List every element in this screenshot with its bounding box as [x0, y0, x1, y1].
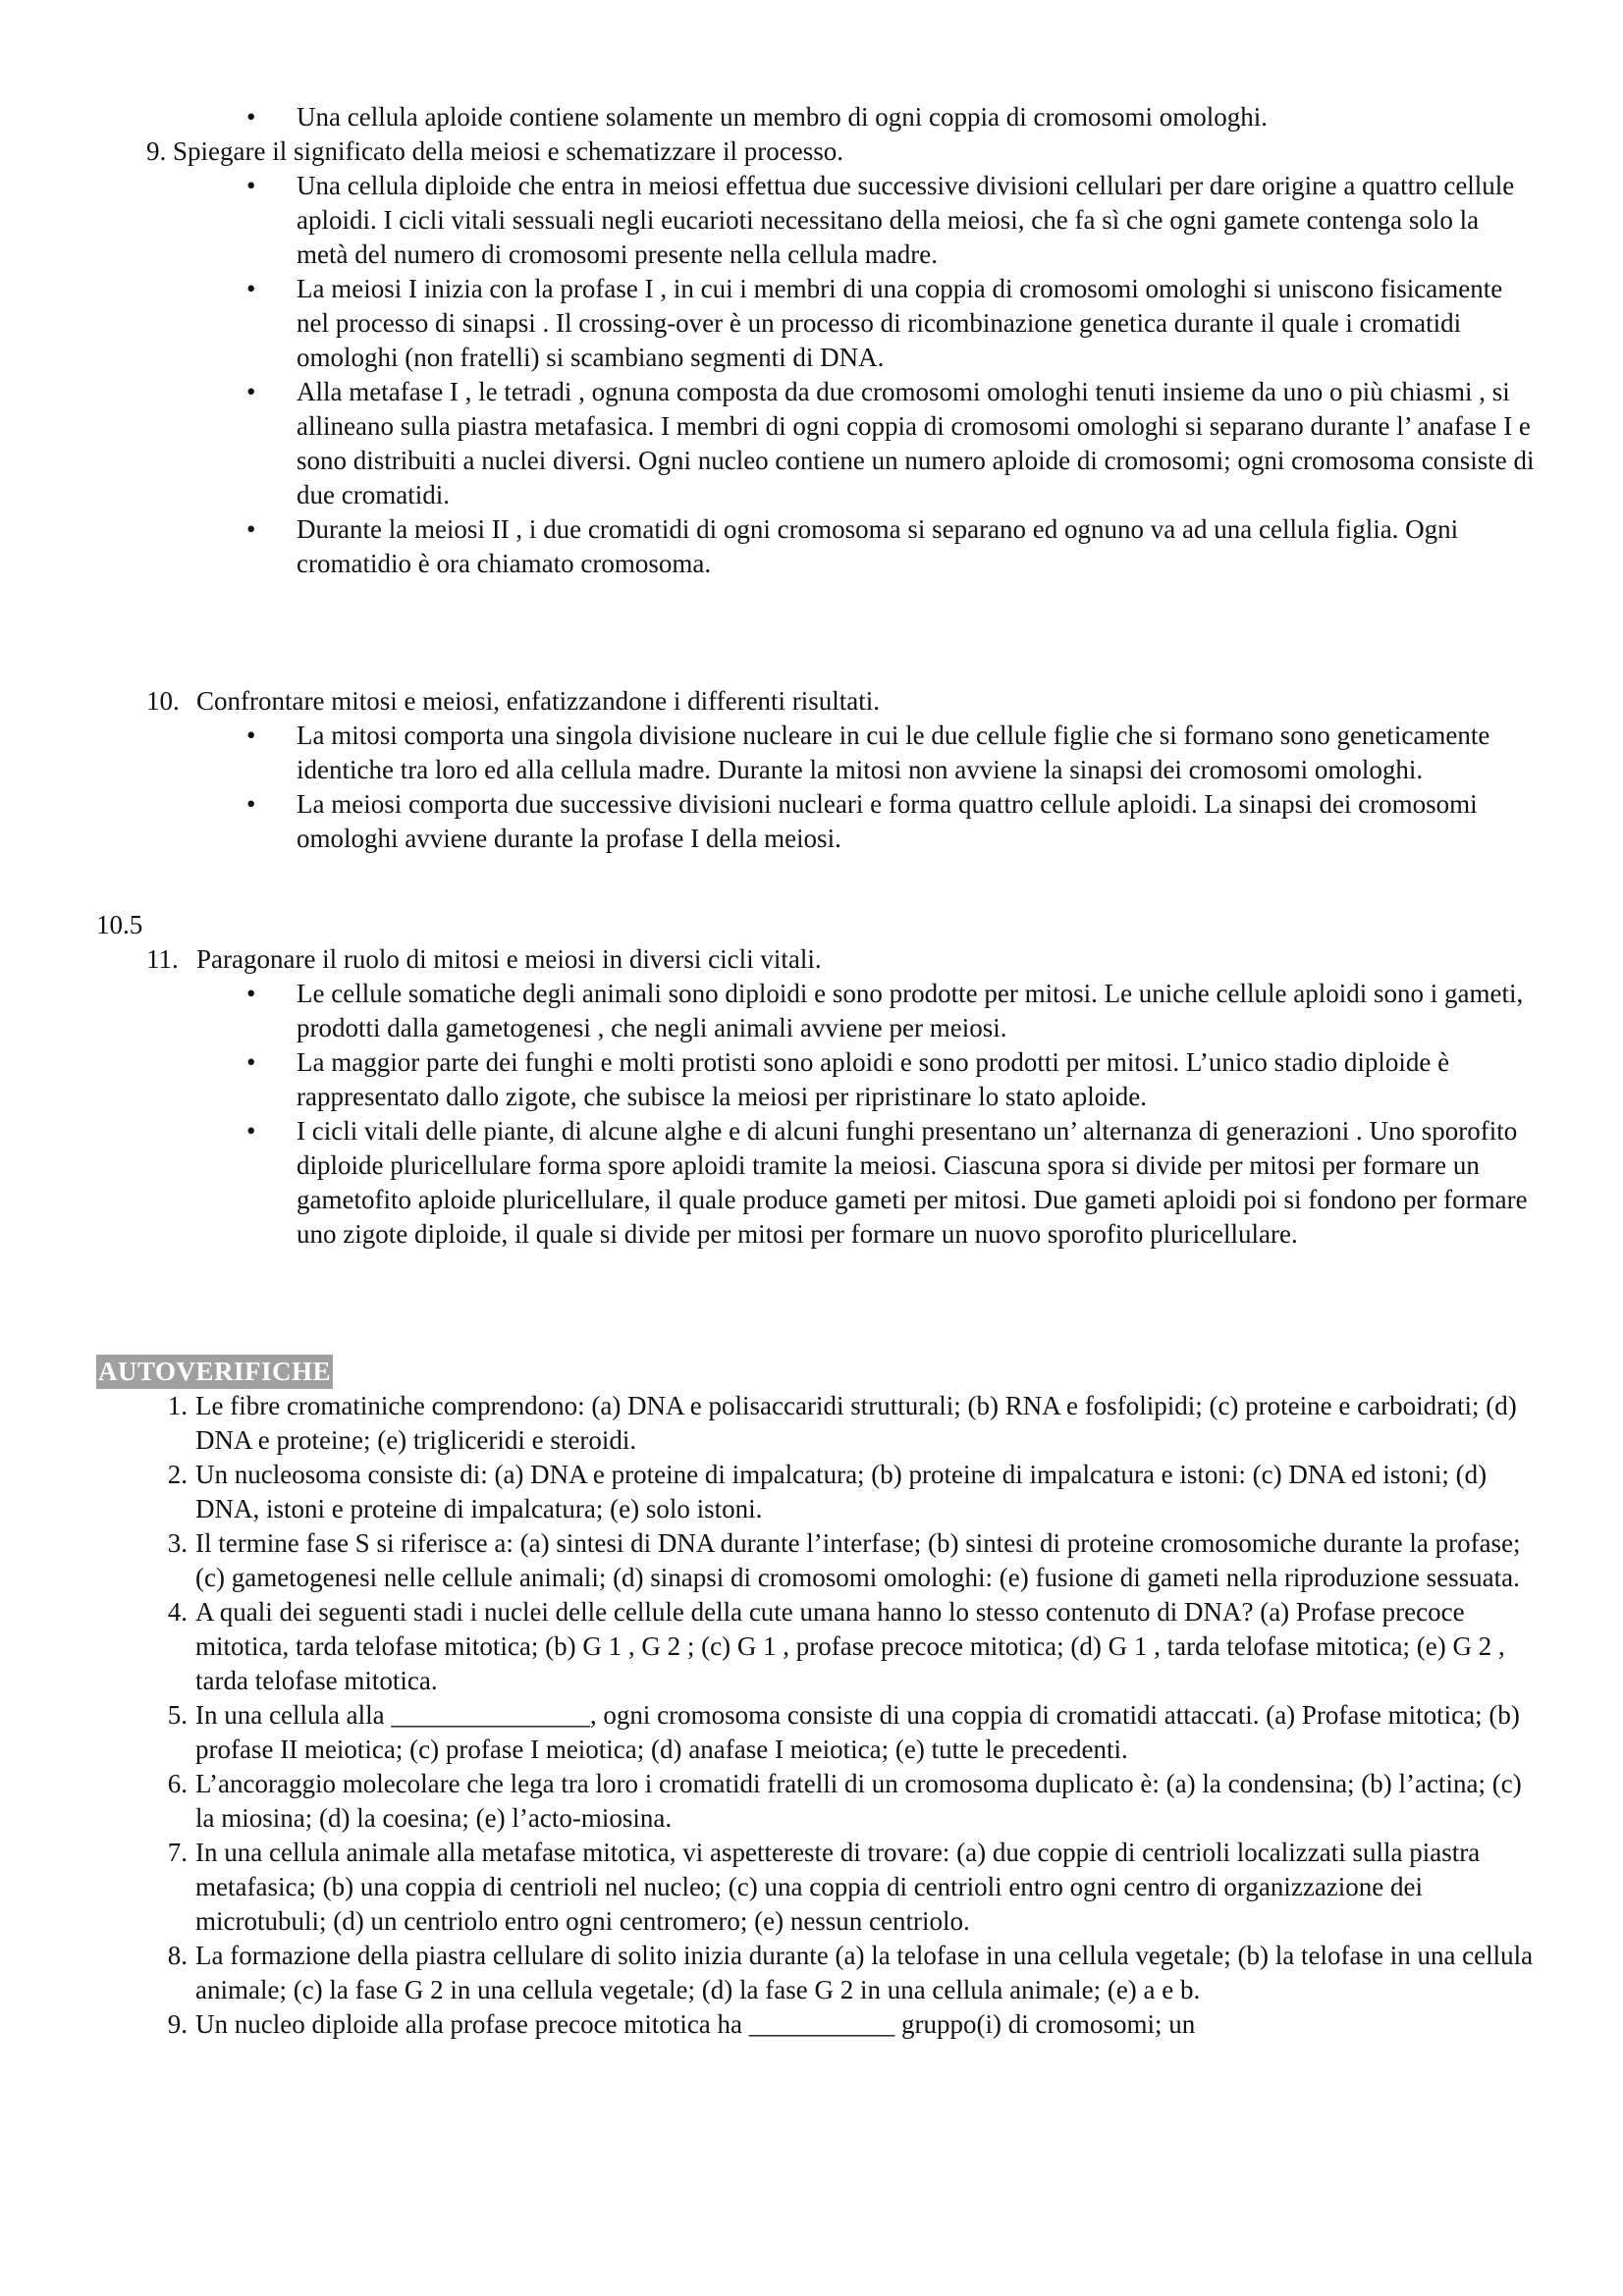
item-number: 2. [167, 1460, 188, 1489]
item-number: 5. [167, 1700, 188, 1730]
list-item: 3. Il termine fase S si riferisce a: (a) sintesi di DNA durante l’interfase; (b) sintesi di proteine cromosomiche durante la profase; (c) gametogenesi nelle cellule animali; (d) sinapsi di cromosomi omologhi: (e) fusione di gameti nella riproduzione sessuata. [0, 1526, 1623, 1595]
question-10-answers [0, 719, 1623, 856]
item-number: 1. [167, 1391, 188, 1420]
question-number: 9. [146, 136, 167, 166]
list-item: • La maggior parte dei funghi e molti protisti sono aploidi e sono prodotti per mitosi. L’unico stadio diploide è rappresentato dallo zigote, che subisce la meiosi per ripristinare lo stato aploide. [246, 1047, 1450, 1111]
list-item: • La meiosi comporta due successive divisioni nucleari e forma quattro cellule aploidi. La sinapsi dei cromosomi omologhi avviene durante la profase I della meiosi. [246, 789, 1478, 853]
bullet-icon: • [246, 1047, 256, 1077]
bullet-icon: • [246, 979, 256, 1008]
bullet-icon: • [246, 721, 256, 750]
question-text: Confrontare mitosi e meiosi, enfatizzandone i differenti risultati. [196, 686, 881, 716]
item-number: 6. [167, 1769, 188, 1798]
bullet-icon: • [246, 789, 256, 819]
list-item: 9. Un nucleo diploide alla profase precoce mitotica ha ___________ gruppo(i) di cromosomi; un [0, 2007, 1623, 2042]
question-text: Paragonare il ruolo di mitosi e meiosi in diversi cicli vitali. [196, 944, 822, 974]
autoverifiche-heading [96, 1355, 1623, 1389]
item-number: 4. [167, 1597, 188, 1627]
intro-bullet [0, 100, 1623, 134]
list-item: 6. L’ancoraggio molecolare che lega tra loro i cromatidi fratelli di un cromosoma duplicato è: (a) la condensina; (b) l’actina; (c) la miosina; (d) la coesina; (e) l’acto-miosina. [0, 1767, 1623, 1836]
question-number: 10. [146, 686, 180, 716]
question-text: Spiegare il significato della meiosi e schematizzare il processo. [173, 136, 844, 166]
bullet-icon: • [246, 1116, 256, 1146]
list-item: 2. Un nucleosoma consiste di: (a) DNA e proteine di impalcatura; (b) proteine di impalcatura e istoni: (c) DNA ed istoni; (d) DNA, istoni e proteine di impalcatura; (e) solo istoni. [0, 1458, 1623, 1526]
section-heading: AUTOVERIFICHE [96, 1355, 333, 1389]
question-9-answers [0, 169, 1623, 581]
list-item: • Le cellule somatiche degli animali sono diploidi e sono prodotte per mitosi. Le uniche cellule aploidi sono i gameti, prodotti dalla gametogenesi , che negli animali avviene per meiosi. [246, 979, 1524, 1042]
list-item: • Alla metafase I , le tetradi , ognuna composta da due cromosomi omologhi tenuti insieme da uno o più chiasmi , si allineano sulla piastra metafasica. I membri di ogni coppia di cromosomi omologhi si separano durante l’ anafase I e sono distribuiti a nuclei diversi. Ogni nucleo contiene un numero aploide di cromosomi; ogni cromosoma consiste di due cromatidi. [246, 377, 1535, 509]
list-item: • La meiosi I inizia con la profase I , in cui i membri di una coppia di cromosomi omologhi si uniscono fisicamente nel processo di sinapsi . Il crossing-over è un processo di ricombinazione genetica durante il quale i cromatidi omologhi (non fratelli) si scambiano segmenti di DNA. [246, 274, 1503, 372]
list-item: 1. Le fibre cromatiniche comprendono: (a) DNA e polisaccaridi strutturali; (b) RNA e fosfolipidi; (c) proteine e carboidrati; (d) DNA e proteine; (e) trigliceridi e steroidi. [0, 1389, 1623, 1458]
list-item: 4. A quali dei seguenti stadi i nuclei delle cellule della cute umana hanno lo stesso contenuto di DNA? (a) Profase precoce mitotica, tarda telofase mitotica; (b) G 1 , G 2 ; (c) G 1 , profase precoce mitotica; (d) G 1 , tarda telofase mitotica; (e) G 2 , tarda telofase mitotica. [0, 1595, 1623, 1698]
bullet-icon: • [246, 377, 256, 406]
autoverifiche-list [0, 1389, 1623, 2042]
item-number: 8. [167, 1941, 188, 1970]
list-item: 7. In una cellula animale alla metafase mitotica, vi aspettereste di trovare: (a) due coppie di centrioli localizzati sulla piastra metafasica; (b) una coppia di centrioli nel nucleo; (c) una coppia di centrioli entro ogni centro di organizzazione dei microtubuli; (d) un centriolo entro ogni centromero; (e) nessun centriolo. [0, 1836, 1623, 1939]
document-page: • Una cellula aploide contiene solamente un membro di ogni coppia di cromosomi omologhi. 9. Spiegare il significato della meiosi e schematizzare il processo. • Una cellula diploide che entra in meiosi effettua due successive divisioni cellulari per dare origine a quattro cellule aploidi. I cicli vitali sessuali negli eucarioti necessitano della meiosi, che fa sì che ogni gamete contenga solo la metà del numero di cromosomi presente nella cellula madre. • La meiosi I inizia con la profase I , in cui i membri di una coppia di cromosomi omologhi si uniscono fisicamente nel processo di sinapsi . Il crossing-over è un processo di ricombinazione genetica durante il quale i cromatidi omologhi (non fratelli) si scambiano segmenti di DNA. • Alla metafase I , le tetradi , ognuna composta da due cromosomi omologhi tenuti insieme da uno o più chiasmi , si allineano sulla piastra metafasica. I membri di ogni coppia di cromosomi omologhi si separano durante l’ anafase I e sono distribuiti a nuclei diversi. Ogni nucleo contiene un numero aploide di cromosomi; ogni cromosoma consiste di due cromatidi. • Durante la meiosi II , i due cromatidi di ogni cromosoma si separano ed ognuno va ad una cellula figlia. Ogni cromatidio è ora chiamato cromosoma. 10. Confrontare mitosi e meiosi, enfatizzandone i differenti risultati. • La mitosi comporta una singola divisione nucleare in cui le due cellule figlie che si formano sono geneticamente identiche tra loro ed alla cellula madre. Durante la mitosi non avviene la sinapsi dei cromosomi omologhi. • La meiosi comporta due successive divisioni nucleari e forma quattro cellule aploidi. La sinapsi dei cromosomi omologhi avviene durante la profase I della meiosi. 10.5 11. Paragonare il ruolo di mitosi e meiosi in diversi cicli vitali. • Le cellule somatiche degli animali sono diploidi e sono prodotte per mitosi. Le uniche cellule aploidi sono i gameti, prodotti dalla gametogenesi , che negli animali avviene per meiosi. • La maggior parte dei funghi e molti protisti sono aploidi e sono prodotti per mitosi. L’unico stadio diploide è rappresentato dallo zigote, che subisce la meiosi per ripristinare lo stato aploide. • I cicli vitali delle piante, di alcune alghe e di alcuni funghi presentano un’ alternanza di generazioni . Uno sporofito diploide pluricellulare forma spore aploidi tramite la meiosi. Ciascuna spora si divide per mitosi per formare un gametofito aploide pluricellulare, il quale produce gameti per mitosi. Due gameti aploidi poi si fondono per formare uno zigote diploide, il quale si divide per mitosi per formare un nuovo sporofito pluricellulare. AUTOVERIFICHE 1. Le fibre cromatiniche comprendono: (a) DNA e polisaccaridi strutturali; (b) RNA e fosfolipidi; (c) proteine e carboidrati; (d) DNA e proteine; (e) trigliceridi e steroidi. 2. Un nucleosoma consiste di: (a) DNA e proteine di impalcatura; (b) proteine di impalcatura e istoni: (c) DNA ed istoni; (d) DNA, istoni e proteine di impalcatura; (e) solo istoni. 3. Il termine fase S si riferisce a: (a) sintesi di DNA durante l’interfase; (b) sintesi di proteine cromosomiche durante la profase; (c) gametogenesi nelle cellule animali; (d) sinapsi di cromosomi omologhi: (e) fusione di gameti nella riproduzione sessuata. 4. A quali dei seguenti stadi i nuclei delle cellule della cute umana hanno lo stesso contenuto di DNA? (a) Profase precoce mitotica, tarda telofase mitotica; (b) G 1 , G 2 ; (c) G 1 , profase precoce mitotica; (d) G 1 , tarda telofase mitotica; (e) G 2 , tarda telofase mitotica. 5. In una cellula alla _______________, ogni cromosoma consiste di una coppia di cromatidi attaccati. (a) Profase mitotica; (b) profase II meiotica; (c) profase I meiotica; (d) anafase I meiotica; (e) tutte le precedenti. 6. L’ancoraggio molecolare che lega tra loro i cromatidi fratelli di un cromosoma duplicato è: (a) la condensina; (b) l’actina; (c) la miosina; (d) la coesina; (e) l’acto-miosina. 7. In una cellula animale alla metafase mitotica, vi aspettereste di trovare: (a) due coppie di centrioli localizzati sulla piastra metafasica; (b) una coppia di centrioli nel nucleo; (c) una coppia di centrioli entro ogni centro di organizzazione dei microtubuli; (d) un centriolo entro ogni centromero; (e) nessun centriolo. 8. La formazione della piastra cellulare di solito inizia durante (a) la telofase in una cellula vegetale; (b) la telofase in una cellula animale; (c) la fase G 2 in una cellula vegetale; (d) la fase G 2 in una cellula animale; (e) a e b. 9. Un nucleo diploide alla profase precoce mitotica ha ___________ gruppo(i) di cromosomi; un [0, 0, 1623, 2296]
question-11-answers [0, 977, 1623, 1252]
item-number: 7. [167, 1838, 188, 1867]
bullet-icon: • [246, 274, 256, 303]
question-10 [0, 684, 1623, 719]
bullet-text: Una cellula aploide contiene solamente un membro di ogni coppia di cromosomi omologhi. [297, 102, 1269, 132]
list-item: 5. In una cellula alla _______________, ogni cromosoma consiste di una coppia di cromatidi attaccati. (a) Profase mitotica; (b) profase II meiotica; (c) profase I meiotica; (d) anafase I meiotica; (e) tutte le precedenti. [0, 1698, 1623, 1767]
bullet-icon: • [246, 102, 256, 132]
list-item: 8. La formazione della piastra cellulare di solito inizia durante (a) la telofase in una cellula vegetale; (b) la telofase in una cellula animale; (c) la fase G 2 in una cellula vegetale; (d) la fase G 2 in una cellula animale; (e) a e b. [0, 1939, 1623, 2007]
list-item: • Una cellula diploide che entra in meiosi effettua due successive divisioni cellulari per dare origine a quattro cellule aploidi. I cicli vitali sessuali negli eucarioti necessitano della meiosi, che fa sì che ogni gamete contenga solo la metà del numero di cromosomi presente nella cellula madre. [246, 171, 1515, 269]
bullet-icon: • [246, 171, 256, 200]
list-item: • I cicli vitali delle piante, di alcune alghe e di alcuni funghi presentano un’ alternanza di generazioni . Uno sporofito diploide pluricellulare forma spore aploidi tramite la meiosi. Ciascuna spora si divide per mitosi per formare un gametofito aploide pluricellulare, il quale produce gameti per mitosi. Due gameti aploidi poi si fondono per formare uno zigote diploide, il quale si divide per mitosi per formare un nuovo sporofito pluricellulare. [246, 1116, 1528, 1249]
list-item: • Durante la meiosi II , i due cromatidi di ogni cromosoma si separano ed ognuno va ad una cellula figlia. Ogni cromatidio è ora chiamato cromosoma. [246, 514, 1459, 578]
item-number: 9. [167, 2009, 188, 2039]
question-9 [0, 134, 1623, 169]
question-11 [0, 942, 1623, 977]
question-number: 11. [146, 944, 179, 974]
item-number: 3. [167, 1528, 188, 1558]
list-item: • La mitosi comporta una singola divisione nucleare in cui le due cellule figlie che si formano sono geneticamente identiche tra loro ed alla cellula madre. Durante la mitosi non avviene la sinapsi dei cromosomi omologhi. [246, 721, 1490, 784]
bullet-icon: • [246, 514, 256, 544]
